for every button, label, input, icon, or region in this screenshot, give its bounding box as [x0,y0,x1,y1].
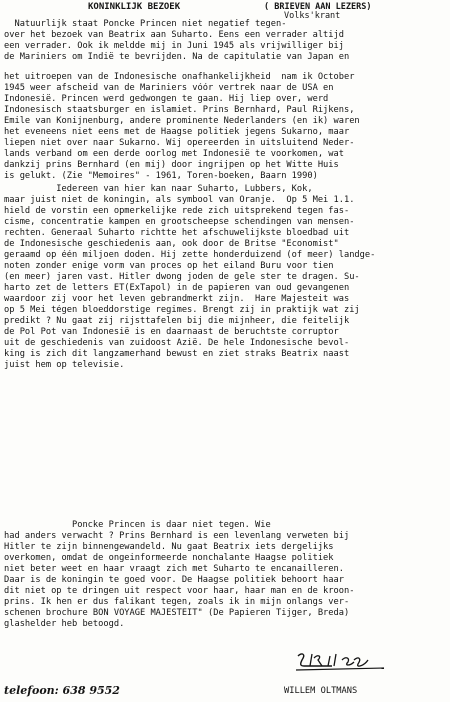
handwritten-signature [292,648,392,674]
body-line: king is zich dit langzamerhand bewust en ziet straks Beatrix naast [4,349,350,359]
body-line [4,371,450,382]
body-line: het uitroepen van de Indonesische onafhankelijkheid nam ik October [4,72,355,82]
body-line: Hitler te zijn binnengewandeld. Nu gaat Beatrix iets dergelijks [4,542,334,552]
body-line: overkomen, omdat de ongeinformeerde nonchalante Haagse politiek [4,553,334,563]
body-line: niet beter weet en haar vraagt zich met Suharto te encanailleren. [4,564,344,574]
body-line: liepen niet over naar Sukarno. Wij opereerden in uitsluitend Neder- [4,138,355,148]
signature-icon [292,648,392,674]
body-line: noten zonder enige vorm van proces op het eiland Buru voor tien [4,261,334,271]
telephone-number: telefoon: 638 9552 [4,684,120,697]
body-line: predikt ? Nu gaat zij rijsttafelen bij die mijnheer, die feitelijk [4,316,350,326]
section-label: ( BRIEVEN AAN LEZERS) [264,2,372,12]
newspaper-name: Volks'krant [284,11,341,21]
body-line: hield de vorstin een opmerkelijke rede zich uitsprekend tegen fas- [4,206,350,216]
body-line: dankzij prins Bernhard (en mij) door ingrijpen op het Witte Huis [4,160,339,170]
body-line: rechten. Generaal Suharto richtte het afschuwelijkste bloedbad uit [4,228,350,238]
body-line: uit de geschiedenis van zuidoost Azië. De hele Indonesische bevol- [4,338,350,348]
body-line: Indonesië. Princen werd gedwongen te gaan. Hij liep over, werd [4,94,329,104]
body-line: Natuurlijk staat Poncke Princen niet negatief tegen- [4,19,287,29]
body-line: over het bezoek van Beatrix aan Suharto. Eens een verrader altijd [4,30,344,40]
body-line: het eveneens niet eens met de Haagse politiek jegens Sukarno, maar [4,127,350,137]
body-line: prins. Ik hen er dus falikant tegen, zoals ik in mijn onlangs ver- [4,597,350,607]
body-line: de Mariniers om Indië te bevrijden. Na de capitulatie van Japan en [4,52,350,62]
body-line: harto zet de letters ET(ExTapol) in de papieren van oud gevangenen [4,283,350,293]
body-line: op 5 Mei tégen bloeddorstige regimes. Brengt zij in praktijk wat zij [4,305,360,315]
body-line: is gelukt. (Zie "Memoires" - 1961, Toren-boeken, Baarn 1990) [4,171,318,181]
body-line: Iedereen van hier kan naar Suharto, Lubbers, Kok, [4,184,313,194]
body-line: de Indonesische geschiedenis aan, ook door de Britse "Economist" [4,239,339,249]
body-line: cisme, concentratie kampen en grootscheepse schendingen van mensen- [4,217,355,227]
body-line: juist hem op televisie. [4,360,125,370]
body-line: een verrader. Ook ik meldde mij in Juni 1945 als vrijwilliger bij [4,41,344,51]
body-line: dit niet op te dringen uit respect voor haar, haar man en de kroon- [4,586,355,596]
letter-title: KONINKLIJK BEZOEK [88,2,181,12]
body-line: lands verband om een derde oorlog met Indonesië te voorkomen, wat [4,149,344,159]
body-line: schenen brochure BON VOYAGE MAJESTEIT" (De Papieren Tijger, Breda) [4,608,350,618]
body-line: waardoor zij voor het leven gebrandmerkt zijn. Hare Majesteit was [4,294,350,304]
body-line: geraamd op één miljoen doden. Hij zette honderduizend (of meer) landge- [4,250,376,260]
body-line: Indonesisch staatsburger en islamiet. Prins Bernhard, Paul Rijkens, [4,105,355,115]
body-line: had anders verwacht ? Prins Bernhard is een levenlang verweten bij [4,531,350,541]
body-line: (en meer) jaren vast. Hitler dwong joden de gele ster te dragen. Su- [4,272,360,282]
body-line: Emile van Konijnenburg, andere prominente Nederlanders (en ik) waren [4,116,360,126]
body-line: Daar is de koningin te goed voor. De Haagse politiek behoort haar [4,575,344,585]
author-name: WILLEM OLTMANS [284,686,358,696]
body-line: Poncke Princen is daar niet tegen. Wie [4,520,271,530]
body-line: de Pol Pot van Indonesië is en daarnaast de beruchtste corruptor [4,327,339,337]
body-line: maar juist niet de koningin, als symbool van Oranje. Op 5 Mei 1.1. [4,195,355,205]
body-line: glashelder heb betoogd. [4,619,125,629]
body-line: 1945 weer afscheid van de Mariniers vóór vertrek naar de USA en [4,83,334,93]
